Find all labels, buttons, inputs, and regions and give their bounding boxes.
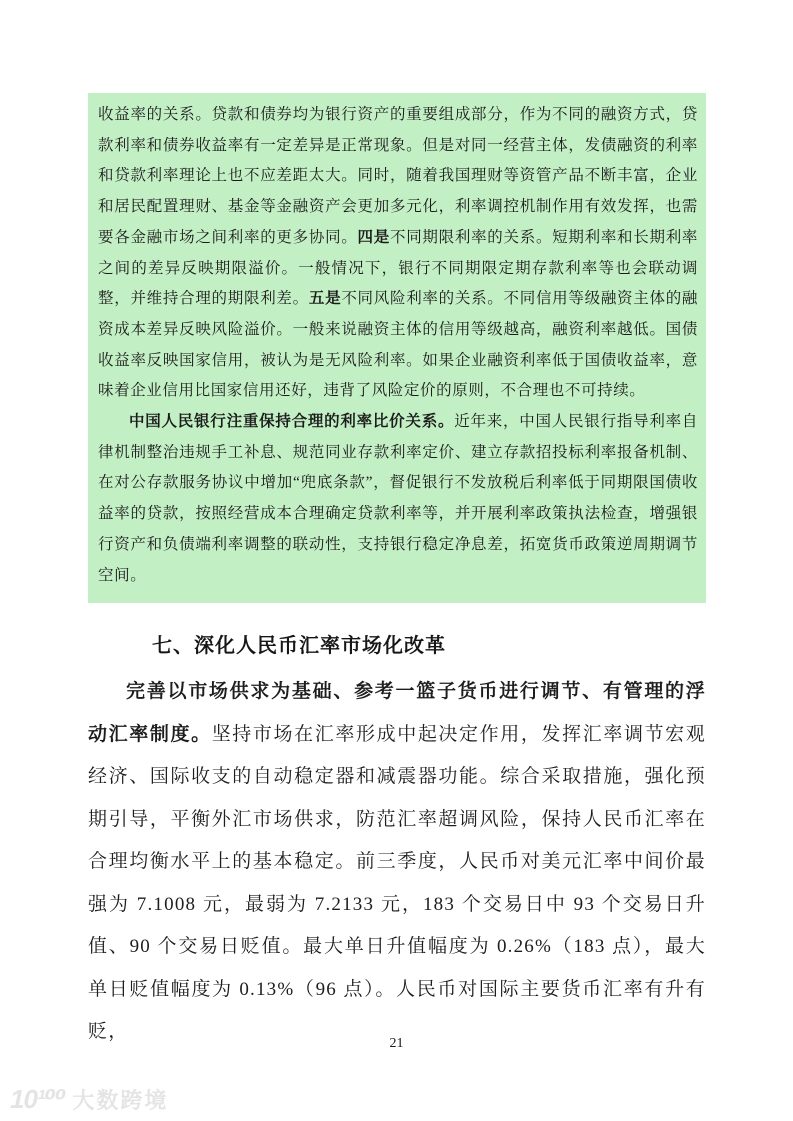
highlight-paragraph-1 xyxy=(98,100,698,407)
body-paragraph xyxy=(88,671,706,1054)
bold-text-run: 完善以市场供求为基础、参考一篮子货币进行调节、有管理的浮动汇率制度。 xyxy=(88,681,706,745)
bold-text-run: 五是 xyxy=(308,290,342,308)
page-number: 21 xyxy=(389,1036,404,1051)
highlight-paragraph-2 xyxy=(98,407,698,591)
text-run: 坚持市场在汇率形成中起决定作用，发挥汇率调节宏观经济、国际收支的自动稳定器和减震器功能。综合采取措施，强化预期引导，平衡外汇市场供求，防范汇率超调风险，保持人民币汇率在合理均衡水平上的基本稳定。前三季度，人民币对美元汇率中间价最强为 7.1008 元，最弱为 7.2133 元，183 个交易日中 93 个交易日升值、90 个交易日贬值。最大单日升值幅度为 0.26%（183 点），最大单日贬值幅度为 0.13%（96 点）。人民币对国际主要货币汇率有升有贬， xyxy=(88,723,706,1042)
text-run: 收益率的关系。贷款和债券均为银行资产的重要组成部分，作为不同的融资方式，贷款利率和债券收益率有一定差异是正常现象。但是对同一经营主体，发债融资的利率和贷款利率理论上也不应差距太大。同时，随着我国理财等资管产品不断丰富，企业和居民配置理财、基金等金融资产会更加多元化，利率调控机制作用有效发挥，也需要各金融市场之间利率的更多协同。 xyxy=(98,106,698,246)
text-run: 不同风险利率的关系。不同信用等级融资主体的融资成本差异反映风险溢价。一般来说融资主体的信用等级越高，融资利率越低。国债收益率反映国家信用，被认为是无风险利率。如果企业融资利率低于国债收益率，意味着企业信用比国家信用还好，违背了风险定价的原则，不合理也不可持续。 xyxy=(98,290,699,400)
bold-text-run: 四是 xyxy=(357,228,390,246)
watermark-logo-icon: 10¹⁰⁰ xyxy=(10,1084,66,1114)
text-run: 近年来，中国人民银行指导利率自律机制整治违规手工补息、规范同业存款利率定价、建立存款招投标利率报备机制、在对公存款服务协议中增加“兜底条款”，督促银行不发放税后利率低于同期限国债收益率的贷款，按照经营成本合理确定贷款利率等，并开展利率政策执法检查，增强银行资产和负债端利率调整的联动性，支持银行稳定净息差，拓宽货币政策逆周期调节空间。 xyxy=(98,413,698,584)
highlight-block xyxy=(88,93,706,603)
text-run: 不同期限利率的关系。短期利率和长期利率之间的差异反映期限溢价。一般情况下，银行不同期限定期存款利率等也会联动调整，并维持合理的期限利差。 xyxy=(98,228,699,308)
watermark xyxy=(10,1084,168,1115)
bold-text-run: 中国人民银行注重保持合理的利率比价关系。 xyxy=(129,413,455,431)
section-heading: 七、深化人民币汇率市场化改革 xyxy=(152,635,446,657)
watermark-brand-text: 大数跨境 xyxy=(72,1088,169,1113)
